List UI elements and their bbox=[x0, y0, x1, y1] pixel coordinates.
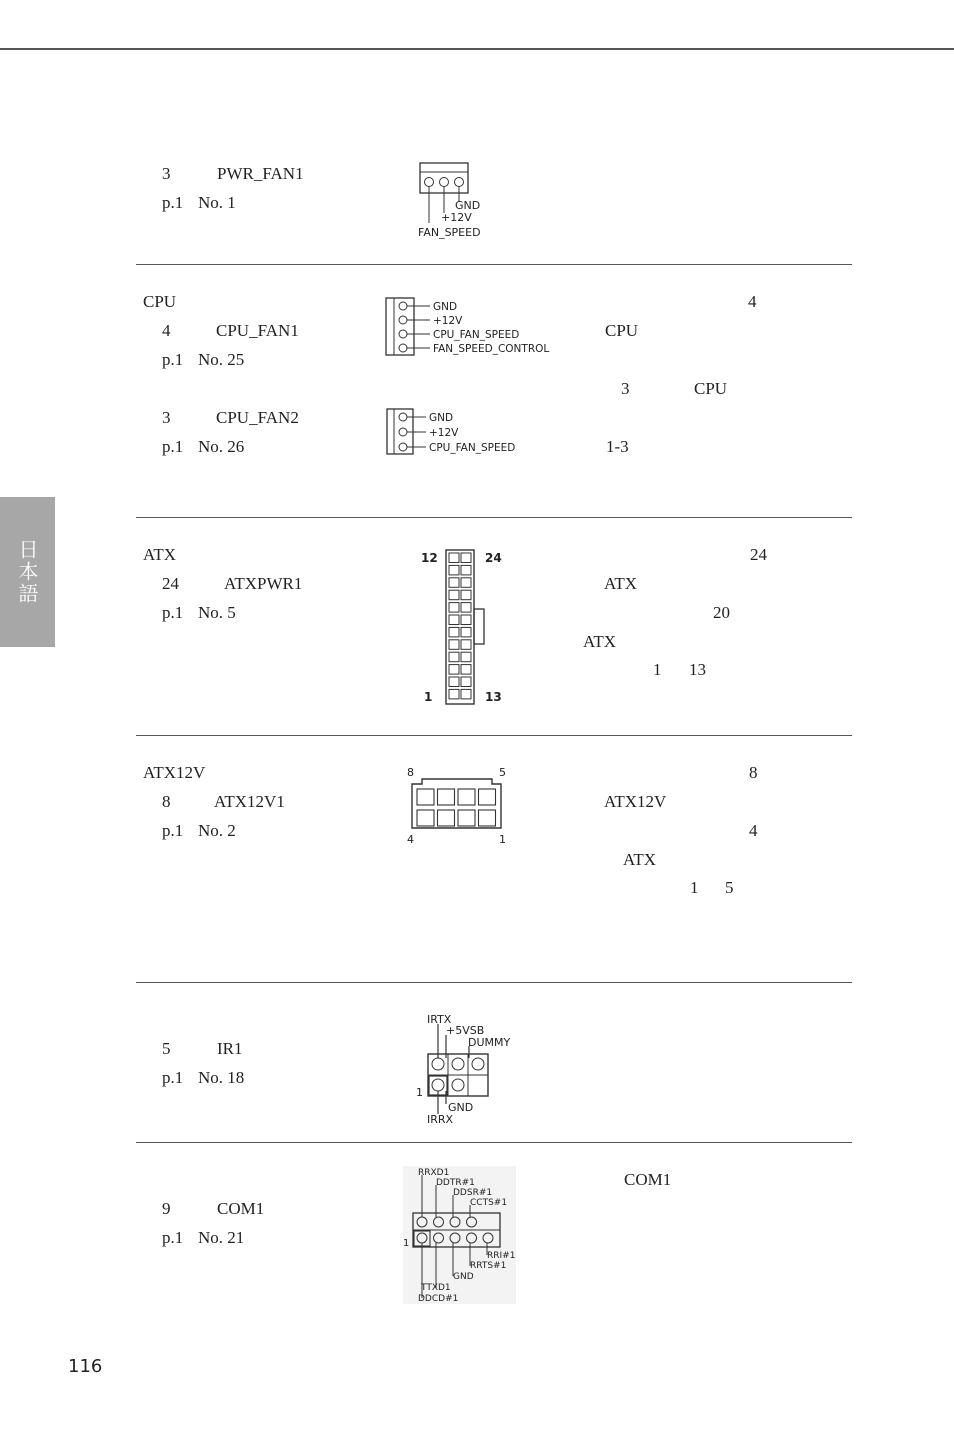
section-title: CPU bbox=[143, 292, 177, 311]
cpu-fan2-header-diagram bbox=[385, 408, 530, 458]
pin-label: RRI#1 bbox=[487, 1251, 516, 1261]
cpu-fan1-header-diagram bbox=[384, 296, 554, 358]
connector-pin bbox=[449, 627, 459, 637]
language-side-tab bbox=[0, 497, 55, 647]
pin-label: DDTR#1 bbox=[436, 1178, 475, 1188]
item-number: No. 2 bbox=[198, 821, 236, 840]
ir-header-diagram bbox=[408, 1010, 528, 1130]
right-note: ATX bbox=[604, 574, 638, 593]
connector-pin bbox=[449, 615, 459, 625]
item-number: No. 25 bbox=[198, 350, 245, 369]
pin-label: IRRX bbox=[427, 1113, 454, 1126]
right-note: 4 bbox=[748, 292, 757, 311]
pin-label: RRXD1 bbox=[418, 1168, 450, 1178]
pin-label: 5 bbox=[499, 766, 506, 779]
pin-label: DDCD#1 bbox=[418, 1294, 459, 1304]
pin-label: FAN_SPEED_CONTROL bbox=[433, 343, 550, 355]
connector-pin bbox=[449, 590, 459, 600]
pin-label: 1 bbox=[499, 833, 506, 846]
header-name: IR1 bbox=[217, 1039, 243, 1058]
pin-label: 24 bbox=[485, 551, 502, 565]
item-number: No. 1 bbox=[198, 193, 236, 212]
connector-pin bbox=[461, 640, 471, 650]
right-note: CPU bbox=[694, 379, 728, 398]
header-name: CPU_FAN2 bbox=[216, 408, 299, 427]
connector-pin bbox=[461, 627, 471, 637]
connector-pin bbox=[474, 609, 484, 644]
atx24-connector-diagram bbox=[416, 546, 506, 708]
page-number: 116 bbox=[68, 1356, 103, 1377]
pin-label: RRTS#1 bbox=[470, 1261, 507, 1271]
right-note: CPU bbox=[605, 321, 639, 340]
page-ref: p.1 bbox=[162, 821, 184, 840]
pin-count: 8 bbox=[162, 792, 171, 811]
pin-label: +12V bbox=[441, 211, 472, 224]
right-note: 3 bbox=[621, 379, 630, 398]
pin-label: TTXD1 bbox=[421, 1283, 451, 1293]
pin-label: GND bbox=[448, 1101, 474, 1114]
connector-pin bbox=[479, 789, 496, 805]
right-note: 4 bbox=[749, 821, 758, 840]
pin-label: 8 bbox=[407, 766, 414, 779]
header-name: CPU_FAN1 bbox=[216, 321, 299, 340]
header-name: COM1 bbox=[217, 1199, 265, 1218]
pwr-fan-header-diagram bbox=[410, 160, 510, 244]
page-ref: p.1 bbox=[162, 437, 184, 456]
pin-count: 9 bbox=[162, 1199, 171, 1218]
section-divider bbox=[136, 517, 852, 518]
page-ref: p.1 bbox=[162, 1228, 184, 1247]
connector-pin bbox=[461, 652, 471, 662]
section-divider bbox=[136, 735, 852, 736]
top-rule bbox=[0, 48, 954, 50]
pin-label: DUMMY bbox=[468, 1036, 511, 1049]
connector-pin bbox=[461, 553, 471, 563]
connector-pin bbox=[449, 652, 459, 662]
pin-label: GND bbox=[455, 199, 481, 212]
right-note: 20 bbox=[713, 603, 730, 622]
connector-pin bbox=[458, 789, 475, 805]
right-note: 5 bbox=[725, 878, 734, 897]
pin-label: +12V bbox=[429, 427, 459, 439]
connector-pin bbox=[449, 640, 459, 650]
right-note: 8 bbox=[749, 763, 758, 782]
right-note: 1 bbox=[653, 660, 662, 679]
connector-pin bbox=[449, 603, 459, 613]
page-ref: p.1 bbox=[162, 603, 184, 622]
atx12v-connector-diagram bbox=[402, 764, 520, 848]
pin-count: 5 bbox=[162, 1039, 171, 1058]
connector-pin bbox=[449, 553, 459, 563]
pin-label: +5VSB bbox=[446, 1024, 485, 1037]
section-divider bbox=[136, 264, 852, 265]
connector-pin bbox=[479, 810, 496, 826]
section-title: ATX bbox=[143, 545, 177, 564]
right-note: 1-3 bbox=[606, 437, 629, 456]
item-number: No. 5 bbox=[198, 603, 236, 622]
pin-label: DDSR#1 bbox=[453, 1188, 493, 1198]
pin-label: 1 bbox=[403, 1238, 410, 1249]
section-divider bbox=[136, 1142, 852, 1143]
pin-label: 1 bbox=[424, 690, 433, 704]
connector-pin bbox=[417, 810, 434, 826]
pin-label: CPU_FAN_SPEED bbox=[433, 329, 520, 341]
pin-label: IRTX bbox=[427, 1013, 452, 1026]
connector-pin bbox=[461, 665, 471, 675]
right-note: COM1 bbox=[624, 1170, 672, 1189]
page-ref: p.1 bbox=[162, 1068, 184, 1087]
connector-pin bbox=[438, 810, 455, 826]
connector-pin bbox=[438, 789, 455, 805]
connector-pin bbox=[449, 665, 459, 675]
connector-pin bbox=[461, 578, 471, 588]
header-name: ATX12V1 bbox=[214, 792, 285, 811]
connector-pin bbox=[461, 565, 471, 575]
pin-count: 3 bbox=[162, 408, 171, 427]
item-number: No. 21 bbox=[198, 1228, 245, 1247]
connector-pin bbox=[449, 677, 459, 687]
pin-label: FAN_SPEED bbox=[418, 226, 481, 239]
com-header-diagram bbox=[403, 1166, 516, 1304]
side-tab-label: 日本語 bbox=[15, 539, 39, 605]
pin-label: +12V bbox=[433, 315, 463, 327]
connector-pin bbox=[449, 689, 459, 699]
right-note: ATX bbox=[623, 850, 657, 869]
pin-label: CCTS#1 bbox=[470, 1198, 508, 1208]
pin-label: GND bbox=[433, 301, 458, 313]
connector-pin bbox=[461, 677, 471, 687]
pin-label: GND bbox=[429, 412, 454, 424]
connector-pin bbox=[417, 789, 434, 805]
connector-pin bbox=[449, 578, 459, 588]
right-note: ATX12V bbox=[604, 792, 667, 811]
pin-label: 12 bbox=[421, 551, 438, 565]
pin-count: 24 bbox=[162, 574, 179, 593]
pin-label: 13 bbox=[485, 690, 502, 704]
right-note: 24 bbox=[750, 545, 767, 564]
pin-label: 1 bbox=[416, 1086, 423, 1099]
header-name: PWR_FAN1 bbox=[217, 164, 304, 183]
right-note: ATX bbox=[583, 632, 617, 651]
pin-label: GND bbox=[453, 1272, 474, 1282]
section-title: ATX12V bbox=[143, 763, 206, 782]
connector-pin bbox=[461, 615, 471, 625]
item-number: No. 18 bbox=[198, 1068, 245, 1087]
page-ref: p.1 bbox=[162, 193, 184, 212]
right-note: 13 bbox=[689, 660, 706, 679]
pin-label: 4 bbox=[407, 833, 414, 846]
header-name: ATXPWR1 bbox=[224, 574, 303, 593]
connector-pin bbox=[449, 565, 459, 575]
section-divider bbox=[136, 982, 852, 983]
pin-label: CPU_FAN_SPEED bbox=[429, 442, 516, 454]
connector-pin bbox=[461, 590, 471, 600]
pin-count: 3 bbox=[162, 164, 171, 183]
connector-pin bbox=[461, 603, 471, 613]
pin-count: 4 bbox=[162, 321, 171, 340]
item-number: No. 26 bbox=[198, 437, 245, 456]
page-ref: p.1 bbox=[162, 350, 184, 369]
right-note: 1 bbox=[690, 878, 699, 897]
connector-pin bbox=[461, 689, 471, 699]
connector-pin bbox=[458, 810, 475, 826]
